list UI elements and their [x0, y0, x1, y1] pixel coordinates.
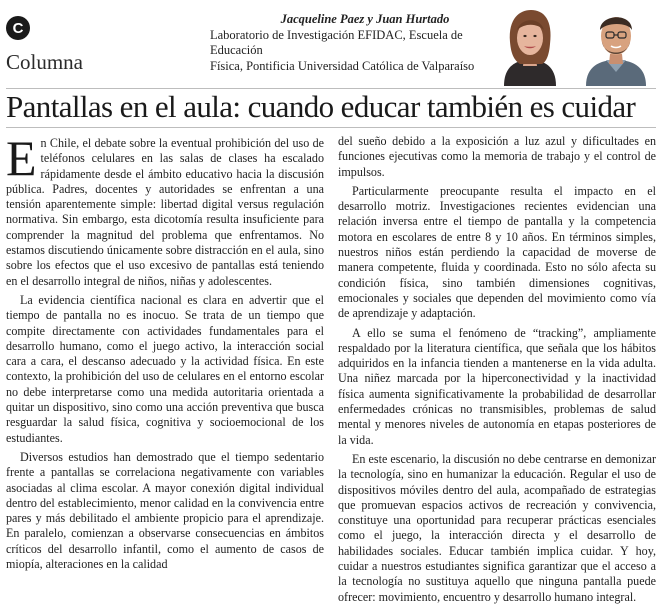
affiliation-line-1: Laboratorio de Investigación EFIDAC, Escuela de Educación: [210, 27, 463, 57]
paragraph: En este escenario, la discusión no debe centrarse en demonizar la tecnología, sino en humanizar la educación. Regular el uso de dispositivos móviles dentro del aula, acompañado de estrategias que promuevan espacios activos de recreación y convivencia, constituye una oportunidad para recuperar prácticas esenciales como el juego, la interacción directa y el desarrollo de habilidades sociales. Educar también implica cuidar. Y hoy, cuidar a nuestros estudiantes significa garantizar que el acceso a la tecnología no sustituya aquello que ninguna pantalla puede ofrecer: movimiento, encuentro y desarrollo humano integral.: [338, 451, 656, 604]
paragraph: del sueño debido a la exposición a luz azul y dificultades en funciones ejecutivas como la memoria de trabajo y el control de impulsos.: [338, 134, 656, 179]
paragraph: Particularmente preocupante resulta el impacto en el desarrollo motriz. Investigaciones recientes evidencian una relación inversa entre el tiempo de pantalla y la competencia motora en escolares de entre 8 y 10 años. En términos simples, nuestros niños están perdiendo la capacidad de moverse de manera competente, fluida y coordinada. Esto no sólo afecta su condición física, sino también dimensiones cognitivas, emocionales y sociales que dependen del movimiento como vía de aprendizaje y adaptación.: [338, 183, 656, 321]
headline: Pantallas en el aula: cuando educar también es cuidar: [6, 89, 636, 124]
affiliation-line-2: Física, Pontificia Universidad Católica de Valparaíso: [210, 58, 475, 73]
paragraph: Diversos estudios han demostrado que el tiempo sedentario frente a pantallas se correlaciona negativamente con variables asociadas al clima escolar. A mayor conexión digital individual dentro del establecimiento, menor calidad en la convivencia entre pares y más debilitado el ambiente propicio para el aprendizaje. En paralelo, comienzan a observarse consecuencias en ámbitos críticos del desarrollo infantil, como el aumento de casos de miopía, alteraciones en la calidad: [6, 449, 324, 572]
paragraph: La evidencia científica nacional es clara en advertir que el tiempo de pantalla no es inocuo. Se trata de un tiempo que compite directamente con actividades fundamentales para el desarrollo humano, como el juego activo, la interacción social cara a cara, el descanso adecuado y la actividad física. En este contexto, la prohibición del uso de celulares en el entorno escolar no debe interpretarse como una medida autoritaria orientada a quitar un dispositivo, sino como una acción preventiva que busca resguardar la salud física, cognitiva y socioemocional de los estudiantes.: [6, 292, 324, 445]
paragraph-text: n Chile, el debate sobre la eventual prohibición del uso de teléfonos celulares en las salas de clases ha escalado rápidamente desde el ámbito educativo hacia la discusión pública. Padres, docentes y autoridades se enfrentan a una tensión aparentemente simple: libertad digital versus regulación normativa. Sin embargo, esta dicotomía resulta insuficiente para comprender la magnitud del problema que enfrentamos. No estamos discutiendo únicamente sobre distracción en el aula, sino sobre los efectos que el uso excesivo de pantallas está teniendo en el desarrollo integral de niños, niñas y adolescentes.: [6, 136, 324, 288]
paragraph: [6, 130, 324, 289]
article-header: [0, 0, 662, 96]
section-label: Columna: [6, 50, 83, 74]
article-column-left: [6, 130, 324, 576]
paragraph: A ello se suma el fenómeno de “tracking”, ampliamente respaldado por la literatura científica, que señala que los hábitos adquiridos en la infancia tienden a mantenerse en la vida adulta. Una niñez marcada por la hiperconectividad y la inactividad física aumenta significativamente la probabilidad de desarrollar enfermedades crónicas no transmisibles, problemas de salud mental y menores niveles de autonomía en etapas posteriores de la vida.: [338, 325, 656, 447]
authors-block: [210, 12, 480, 74]
section-badge: C: [6, 16, 30, 40]
headline-divider: [6, 127, 656, 128]
author-photo-woman-icon: [490, 4, 570, 86]
article-column-right: [338, 134, 656, 609]
drop-cap: E: [6, 130, 37, 186]
authors-names: Jacqueline Paez y Juan Hurtado: [280, 12, 450, 26]
author-photo-man-icon: [576, 4, 656, 86]
